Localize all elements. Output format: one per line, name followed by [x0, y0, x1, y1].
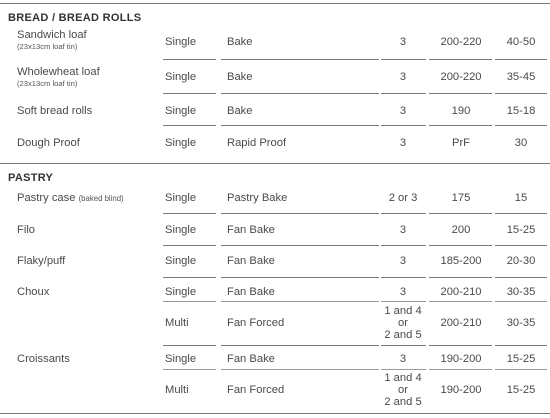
temperature-cell: PrF	[451, 137, 471, 149]
shelf-cell: Single	[165, 71, 197, 83]
section-title-pastry: PASTRY	[8, 172, 54, 184]
function-cell: Fan Bake	[227, 286, 275, 298]
row-divider	[495, 369, 547, 370]
food-name: Croissants	[17, 353, 70, 365]
temperature-cell: 200-210	[440, 317, 482, 329]
row-divider	[221, 301, 379, 302]
temperature-cell: 200-220	[440, 71, 482, 83]
row-divider	[221, 245, 379, 246]
shelf-level-cell: 3	[399, 36, 407, 48]
food-name: Choux	[17, 286, 50, 298]
food-name: Filo	[17, 224, 36, 236]
temperature-cell: 175	[451, 192, 471, 204]
shelf-cell: Multi	[165, 384, 189, 396]
table-bottom-border	[0, 413, 550, 414]
row-divider	[429, 277, 492, 278]
time-cell: 15-25	[506, 224, 536, 236]
row-divider	[163, 93, 216, 94]
shelf-cell: Single	[165, 353, 197, 365]
function-cell: Fan Forced	[227, 317, 285, 329]
shelf-level-cell: 3	[399, 353, 407, 365]
row-divider	[221, 277, 379, 278]
row-divider	[163, 125, 216, 126]
function-cell: Fan Forced	[227, 384, 285, 396]
shelf-cell: Single	[165, 255, 197, 267]
row-divider	[495, 345, 547, 346]
row-divider	[429, 369, 492, 370]
row-divider	[429, 345, 492, 346]
temperature-cell: 200	[451, 224, 471, 236]
row-divider	[429, 59, 492, 60]
row-divider	[163, 245, 216, 246]
row-divider	[495, 93, 547, 94]
shelf-cell: Single	[165, 105, 197, 117]
food-name: Flaky/puff	[17, 255, 66, 267]
function-cell: Fan Bake	[227, 255, 275, 267]
temperature-cell: 190-200	[440, 353, 482, 365]
function-cell: Fan Bake	[227, 224, 275, 236]
time-cell: 40-50	[506, 36, 536, 48]
time-cell: 30	[514, 137, 528, 149]
row-divider	[163, 59, 216, 60]
row-divider	[429, 245, 492, 246]
row-divider	[495, 213, 547, 214]
row-divider	[163, 213, 216, 214]
shelf-level-cell: 3	[399, 224, 407, 236]
shelf-level-cell: 3	[399, 71, 407, 83]
function-cell: Pastry Bake	[227, 192, 288, 204]
shelf-cell: Single	[165, 137, 197, 149]
shelf-cell: Multi	[165, 317, 189, 329]
shelf-cell: Single	[165, 36, 197, 48]
row-divider	[221, 93, 379, 94]
shelf-level-cell: 1 and 4 or 2 and 5	[384, 305, 422, 341]
shelf-cell: Single	[165, 192, 197, 204]
row-divider	[381, 213, 426, 214]
row-divider	[163, 369, 216, 370]
shelf-level-cell: 2 or 3	[388, 192, 418, 204]
section-divider	[0, 163, 550, 164]
row-divider	[221, 369, 379, 370]
table-top-border	[0, 3, 550, 4]
time-cell: 35-45	[506, 71, 536, 83]
row-divider	[221, 59, 379, 60]
row-divider	[381, 301, 426, 302]
row-divider	[495, 245, 547, 246]
food-name: Wholewheat loaf (23x13cm loaf tin)	[17, 66, 100, 88]
temperature-cell: 190-200	[440, 384, 482, 396]
row-divider	[495, 277, 547, 278]
shelf-level-cell: 1 and 4 or 2 and 5	[384, 372, 422, 408]
function-cell: Bake	[227, 71, 253, 83]
shelf-level-cell: 3	[399, 255, 407, 267]
row-divider	[495, 59, 547, 60]
row-divider	[221, 345, 379, 346]
temperature-cell: 185-200	[440, 255, 482, 267]
time-cell: 30-35	[506, 286, 536, 298]
food-name: Soft bread rolls	[17, 105, 93, 117]
shelf-level-cell: 3	[399, 137, 407, 149]
temperature-cell: 190	[451, 105, 471, 117]
row-divider	[381, 245, 426, 246]
row-divider	[381, 345, 426, 346]
time-cell: 15	[514, 192, 528, 204]
row-divider	[163, 277, 216, 278]
row-divider	[381, 125, 426, 126]
row-divider	[429, 213, 492, 214]
time-cell: 15-25	[506, 353, 536, 365]
shelf-cell: Single	[165, 224, 197, 236]
time-cell: 20-30	[506, 255, 536, 267]
food-name: Dough Proof	[17, 137, 80, 149]
row-divider	[381, 369, 426, 370]
shelf-level-cell: 3	[399, 286, 407, 298]
row-divider	[429, 301, 492, 302]
shelf-cell: Single	[165, 286, 197, 298]
function-cell: Fan Bake	[227, 353, 275, 365]
row-divider	[163, 301, 216, 302]
row-divider	[381, 277, 426, 278]
function-cell: Bake	[227, 36, 253, 48]
function-cell: Bake	[227, 105, 253, 117]
row-divider	[429, 93, 492, 94]
time-cell: 15-25	[506, 384, 536, 396]
shelf-level-cell: 3	[399, 105, 407, 117]
row-divider	[495, 125, 547, 126]
row-divider	[381, 93, 426, 94]
function-cell: Rapid Proof	[227, 137, 287, 149]
row-divider	[381, 59, 426, 60]
time-cell: 15-18	[506, 105, 536, 117]
row-divider	[163, 345, 216, 346]
row-divider	[429, 125, 492, 126]
food-name: Sandwich loaf (23x13cm loaf tin)	[17, 29, 87, 51]
section-title-bread: BREAD / BREAD ROLLS	[8, 12, 142, 24]
row-divider	[221, 125, 379, 126]
time-cell: 30-35	[506, 317, 536, 329]
food-name: Pastry case (baked blind)	[17, 192, 124, 204]
temperature-cell: 200-210	[440, 286, 482, 298]
row-divider	[495, 301, 547, 302]
row-divider	[221, 213, 379, 214]
temperature-cell: 200-220	[440, 36, 482, 48]
